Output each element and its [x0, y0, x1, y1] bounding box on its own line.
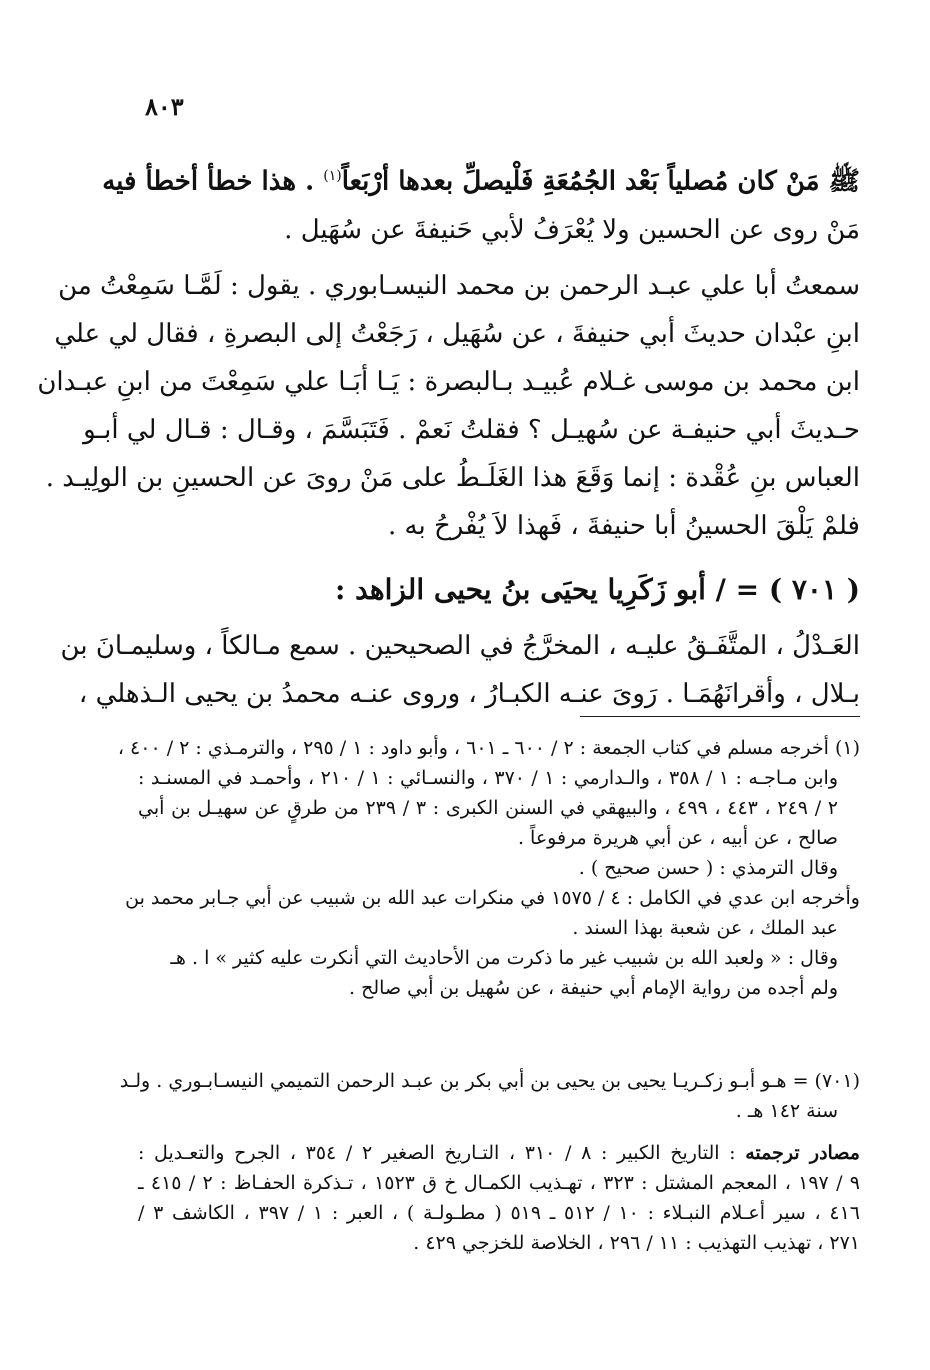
- heading-text: ( ٧٠١ ) = / أبو زَكَرِيا يحيَى بنُ يحيى الزاهد :: [335, 573, 860, 606]
- text-line: فلمْ يَلْقَ الحسينُ أبا حنيفةَ ، فَهذا لاَ يُفْرحُ به .: [388, 511, 860, 541]
- paragraph-narration: [37, 262, 860, 550]
- footnote-line: سنة ١٤٢ هـ .: [735, 1100, 838, 1122]
- footnote-line: ٢ / ٢٤٩ ، ٤٤٣ ، ٤٩٩ ، والبيهقي في السنن الكبرى : ٣ / ٢٣٩ من طرقٍ عن سهيـل بن أبي: [138, 797, 839, 819]
- text-line: بـلال ، وأقرانَهُمَـا . رَوىَ عنـه الكبـارُ ، وروى عنـه محمدُ بن يحيى الـذهلي ،: [78, 679, 860, 709]
- footnote-line: صالح ، عن أبيه ، عن أبي هريرة مرفوعاً .: [517, 827, 838, 849]
- text-line: مَنْ روى عن الحسين ولا يُعْرَفُ لأبي حَنيفةَ عن سُهَيل .: [284, 214, 860, 245]
- text-line: العباس بنِ عُقْدة : إنما وَقَعَ هذا الغَلَـطُ على مَنْ روىَ عن الحسينِ بن الولِيـد .: [45, 463, 860, 493]
- footnote-line: ٤١٦ ، سير أعـلام النبـلاء : ١٠ / ٥١٢ ـ ٥١٩ ( مطـولـة ) ، العبر : ١ / ٣٩٧ ، الكاشف ٣ /: [138, 1202, 860, 1224]
- paragraph-hadith: [102, 152, 860, 254]
- footnote-1: [117, 733, 860, 1003]
- footnote-separator: [580, 716, 860, 717]
- footnote-sources: [138, 1138, 860, 1258]
- sources-label: مصادر ترجمته: [745, 1142, 860, 1164]
- footnote-marker: (١): [323, 168, 342, 184]
- footnote-line: ولم أجده من رواية الإمام أبي حنيفة ، عن سُهيل بن أبي صالح .: [349, 977, 838, 999]
- entry-heading: [138, 566, 860, 614]
- footnote-line: وابن مـاجـه : ١ / ٣٥٨ ، والـدارمي : ١ / ٣٧٠ ، والنسـائي : ١ / ٢١٠ ، وأحمـد في المسنـد :: [138, 767, 838, 789]
- text-line: [102, 152, 860, 206]
- footnote-line: عبد الملك ، عن شعبة بهذا السند .: [572, 917, 838, 939]
- hadith-text: ﷺ مَنْ كان مُصلياً بَعْد الجُمُعَةِ فَلْيصلِّ بعدها أرْبَعاً: [341, 166, 860, 197]
- text-line: ابن محمد بن موسى غـلام عُبيـد بـالبصرة : يَـا أبَـا علي سَمِعْتَ من ابنِ عبـدان: [37, 367, 860, 397]
- page-number: ٨٠٣: [145, 92, 184, 121]
- text-line: ابنِ عبْدان حديثَ أبي حنيفةَ ، عن سُهَيل ، رَجَعْتُ إلى البصرةِ ، فقال لي علي: [54, 319, 860, 349]
- text-segment: : التاريخ الكبير : ٨ / ٣١٠ ، التـاريخ الصغير ٢ / ٣٥٤ ، الجرح والتعـديل :: [138, 1142, 746, 1164]
- footnote-line: ٩ / ١٩٧ ، المعجم المشتل : ٣٢٣ ، تهـذيب الكمـال خ ق ١٥٢٣ ، تـذكرة الحفـاظ : ٢ / ٤١٥ ـ: [138, 1172, 861, 1194]
- footnote-701: [119, 1066, 860, 1126]
- footnote-line: وقال الترمذي : ( حسن صحيح ) .: [578, 857, 838, 879]
- footnote-line: وأخرجه ابن عدي في الكامل : ٤ / ١٥٧٥ في منكرات عبد الله بن شبيب عن أبي جـابر محمد بن: [125, 887, 860, 909]
- text-line: سمعتُ أبا علي عبـد الرحمن بن محمد النيسـابوري . يقول : لَمَّـا سَمِعْتُ من: [58, 271, 860, 301]
- footnote-line: وقال : « ولعبد الله بن شبيب غير ما ذكرت من الأحاديث التي أنكرت عليه كثير » ا . هـ: [170, 947, 838, 969]
- footnote-line: (١) أخرجه مسلم في كتاب الجمعة : ٢ / ٦٠٠ ـ ٦٠١ ، وأبو داود : ١ / ٢٩٥ ، والترمـذي : ٢ / ٤٠٠ ،: [117, 737, 860, 759]
- text-segment: . هذا خطأ أخطأ فيه: [102, 166, 324, 197]
- text-line: العَـدْلُ ، المتَّفَـقُ عليـه ، المخرَّجُ في الصحيحين . سمع مـالكاً ، وسليمـانَ بن: [60, 631, 860, 661]
- footnote-line: [138, 1138, 860, 1168]
- paragraph-biography: [60, 622, 860, 718]
- footnote-line: (٧٠١) = هـو أبـو زكـريـا يحيى بن يحيى بن أبي بكر بن عبـد الرحمن التميمي النيسـابـوري . ولـد: [119, 1070, 860, 1092]
- text-line: حـديثَ أبي حنيفـة عن سُهيـل ؟ فقلتُ نَعمْ . فَتَبَسَّمَ ، وقـال : قـال لي أبـو: [83, 415, 860, 445]
- footnote-line: ٢٧١ ، تهذيب التهذيب : ١١ / ٢٩٦ ، الخلاصة للخزجي ٤٢٩ .: [413, 1232, 860, 1254]
